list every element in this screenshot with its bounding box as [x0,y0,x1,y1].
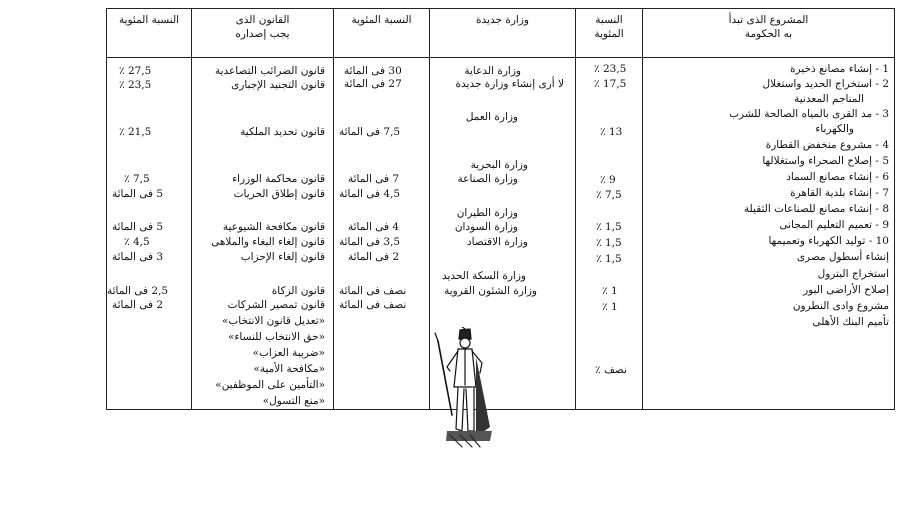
law-item: قانون إلغاء الإحزاب [240,251,325,263]
project-item: إنشاء أسطول مصرى [796,251,889,263]
pct1-value: 13 ٪ [600,126,623,138]
law-item: قانون الضرائب التصاعدية [214,65,325,77]
project-item: 2 - استخراج الحديد واستغلال [762,78,889,90]
header-pct3: النسبة المئوية [118,14,180,26]
ministry-item: وزارة الاقتصاد [466,236,528,248]
header-divider [107,57,894,58]
project-item: 10 - توليد الكهرباء وتعميمها [768,235,889,247]
project-item: 9 - تعميم التعليم المجانى [779,219,889,231]
pct2-value: 27 فى المائة [344,78,402,90]
project-item: مشروع وادى النطرون [792,300,889,312]
pct2-value: 30 فى المائة [344,65,402,77]
ministry-item: وزارة السكة الحديد [441,270,526,282]
pct3-value: 3 فى المائة [112,251,164,263]
pct2-value: نصف فى المائة [339,285,407,297]
pct3-value: 4,5 ٪ [124,236,150,248]
project-item: والكهرباء [815,123,854,135]
law-item: «ضريبة العزاب» [252,347,325,359]
pct3-value: 2,5 فى المائة [107,285,169,297]
header-project: المشروع الذى تبدأ به الحكومة [728,14,809,40]
pct1-value: 23,5 ٪ [594,63,627,75]
ministry-item: وزارة السودان [454,221,518,233]
law-item: قانون الزكاة [271,285,325,297]
project-item: 7 - إنشاء بلدية القاهرة [790,187,889,199]
pct1-value: 1,5 ٪ [596,221,622,233]
law-item: قانون تحديد الملكية [240,126,325,138]
ministry-item: وزارة الشئون القروية [444,285,537,297]
project-item: استخراج البترول [817,268,889,280]
project-item: المناجم المعدنية [794,93,864,105]
ministry-item: وزارة الصناعة [457,173,518,185]
project-item: 8 - إنشاء مصانع للصناعات الثقيلة [743,203,889,215]
project-item: إصلاح الأراضى البور [803,284,889,296]
header-pct1: النسبة المئوية [594,14,624,40]
pct1-value: 1,5 ٪ [596,253,622,265]
header-law: القانون الذى يجب إصداره [235,14,290,40]
pct3-value: 21,5 ٪ [119,126,152,138]
law-item: قانون تمصير الشركات [227,299,325,311]
law-item: قانون محاكمة الوزراء [232,173,325,185]
project-item: 5 - إصلاح الصحراء واستغلالها [762,155,889,167]
pct3-value: 23,5 ٪ [119,79,152,91]
pct3-value: 5 فى المائة [112,221,164,233]
ministry-item: لا أرى إنشاء وزارة جديدة [455,78,564,90]
law-item: قانون التجنيد الإجبارى [231,79,325,91]
law-item: قانون إلغاء البغاء والملاهى [211,236,325,248]
project-item: 3 - مد القرى بالمياه الصالحة للشرب [729,108,889,120]
law-item: «تعديل قانون الانتخاب» [221,315,325,327]
pct3-value: 5 فى المائة [112,188,164,200]
soldier-cartoon-illustration [432,327,494,449]
law-item: قانون مكافحة الشيوعية [222,221,325,233]
pct2-value: 4 فى المائة [348,221,400,233]
pct2-value: 2 فى المائة [348,251,400,263]
project-item: 1 - إنشاء مصانع ذخيرة [790,63,889,75]
pct1-value: 1 ٪ [602,301,618,313]
project-item: تأميم البنك الأهلى [812,316,889,328]
pct1-value: 1 ٪ [602,285,618,297]
ministry-item: وزارة العمل [465,111,518,123]
ministry-item: وزارة الطيران [456,207,518,219]
header-pct2: النسبة المئوية [351,14,412,26]
pct1-value: 7,5 ٪ [596,189,622,201]
pct2-value: نصف فى المائة [339,299,407,311]
law-item: «حق الانتخاب للنساء» [228,331,325,343]
ministry-item: وزارة البحرية [470,159,528,171]
pct3-value: 2 فى المائة [112,299,164,311]
header-ministry: وزارة جديدة [476,14,529,26]
pct1-value: 9 ٪ [600,174,616,186]
project-item: 6 - إنشاء مصانع السماد [786,171,889,183]
law-item: «التأمين على الموظفين» [215,379,325,391]
pct2-value: 3,5 فى المائة [339,236,401,248]
pct1-value: نصف ٪ [595,364,627,376]
law-item: قانون إطلاق الحريات [233,188,325,200]
survey-table [106,8,895,410]
pct1-value: 17,5 ٪ [594,78,627,90]
pct2-value: 7 فى المائة [348,173,400,185]
pct1-value: 1,5 ٪ [596,237,622,249]
pct2-value: 7,5 فى المائة [339,126,401,138]
pct2-value: 4,5 فى المائة [339,188,401,200]
pct3-value: 27,5 ٪ [119,65,152,77]
project-item: 4 - مشروع منخفض القطارة [765,139,889,151]
ministry-item: وزارة الدعاية [464,65,521,77]
law-item: «مكافحة الأمية» [253,363,325,375]
pct3-value: 7,5 ٪ [124,173,150,185]
law-item: «منع التسول» [262,395,325,407]
